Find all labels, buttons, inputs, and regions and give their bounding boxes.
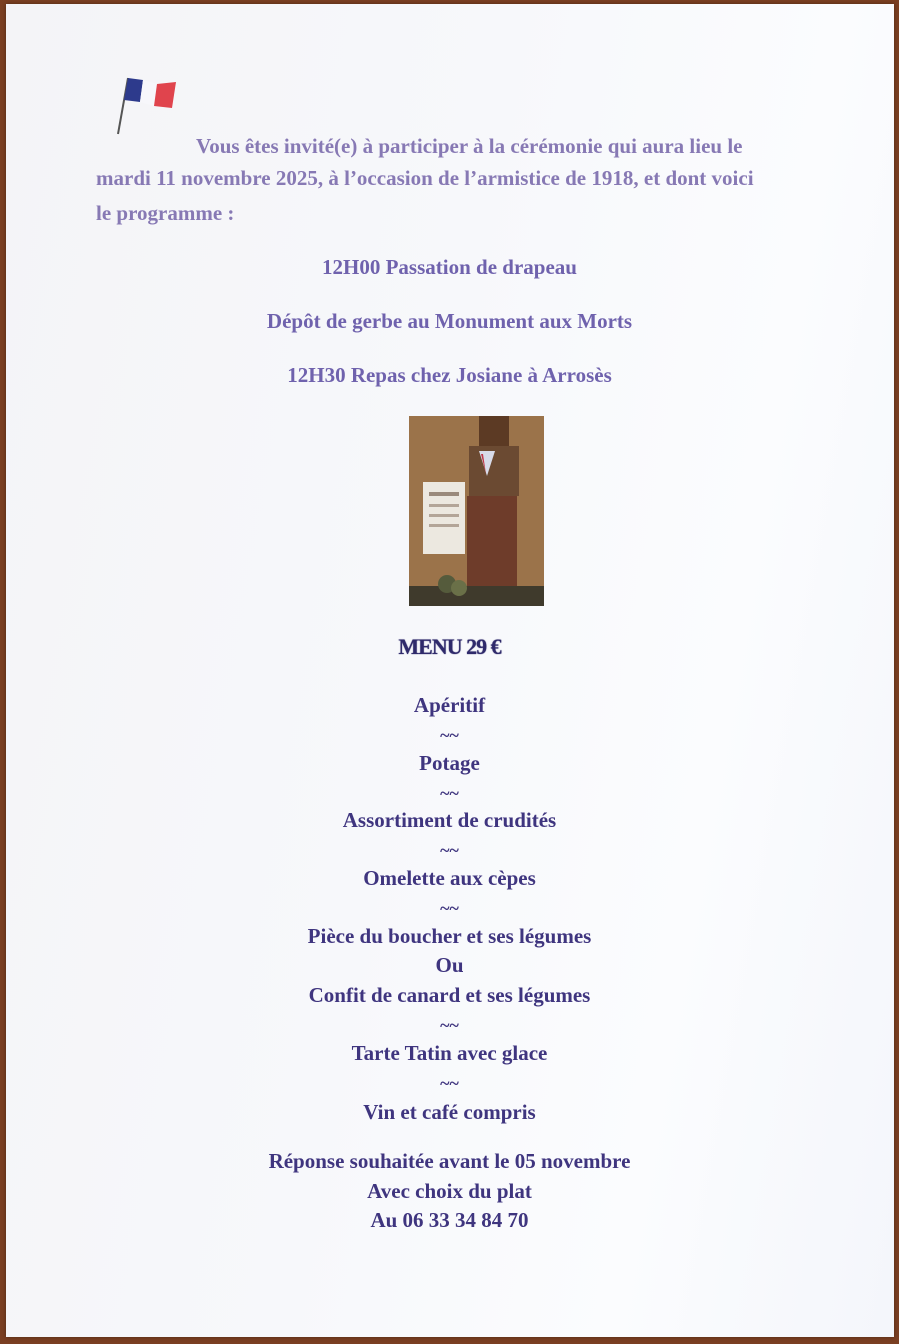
menu-item: Apéritif (413, 693, 486, 717)
rsvp-line: Réponse souhaitée avant le 05 novembre (268, 1149, 631, 1173)
menu-separator: ~~ (440, 840, 459, 860)
menu-separator: ~~ (440, 783, 459, 803)
menu-separator: ~~ (440, 1015, 459, 1035)
menu-item: Omelette aux cèpes (363, 866, 536, 890)
menu-item: Tarte Tatin avec glace (351, 1041, 548, 1065)
monument-photo (409, 416, 544, 606)
programme-item: 12H00 Passation de drapeau (322, 255, 577, 279)
menu-item: Pièce du boucher et ses légumes (307, 924, 592, 948)
programme-item: Dépôt de gerbe au Monument aux Morts (266, 309, 633, 333)
invitation-line-1: Vous êtes invité(e) à participer à la cérémonie qui aura lieu le (196, 134, 743, 158)
invitation-line-3: le programme : (96, 201, 235, 225)
rsvp-phone: Au 06 33 34 84 70 (370, 1208, 529, 1232)
menu-item: Confit de canard et ses légumes (308, 983, 591, 1007)
menu-separator: ~~ (440, 1073, 459, 1093)
rsvp-line: Avec choix du plat (367, 1179, 532, 1203)
menu-item: Vin et café compris (363, 1100, 536, 1124)
menu-separator: ~~ (440, 725, 459, 745)
menu-item: Assortiment de crudités (342, 808, 557, 832)
french-flag-icon (110, 72, 190, 142)
menu-separator: ~~ (440, 898, 459, 918)
menu-title: MENU 29 € (398, 634, 501, 659)
invitation-line-2: mardi 11 novembre 2025, à l’occasion de l’armistice de 1918, et dont voici (96, 166, 754, 190)
menu-item: Potage (419, 751, 480, 775)
programme-item: 12H30 Repas chez Josiane à Arrosès (287, 363, 612, 387)
menu-item: Ou (435, 953, 464, 977)
